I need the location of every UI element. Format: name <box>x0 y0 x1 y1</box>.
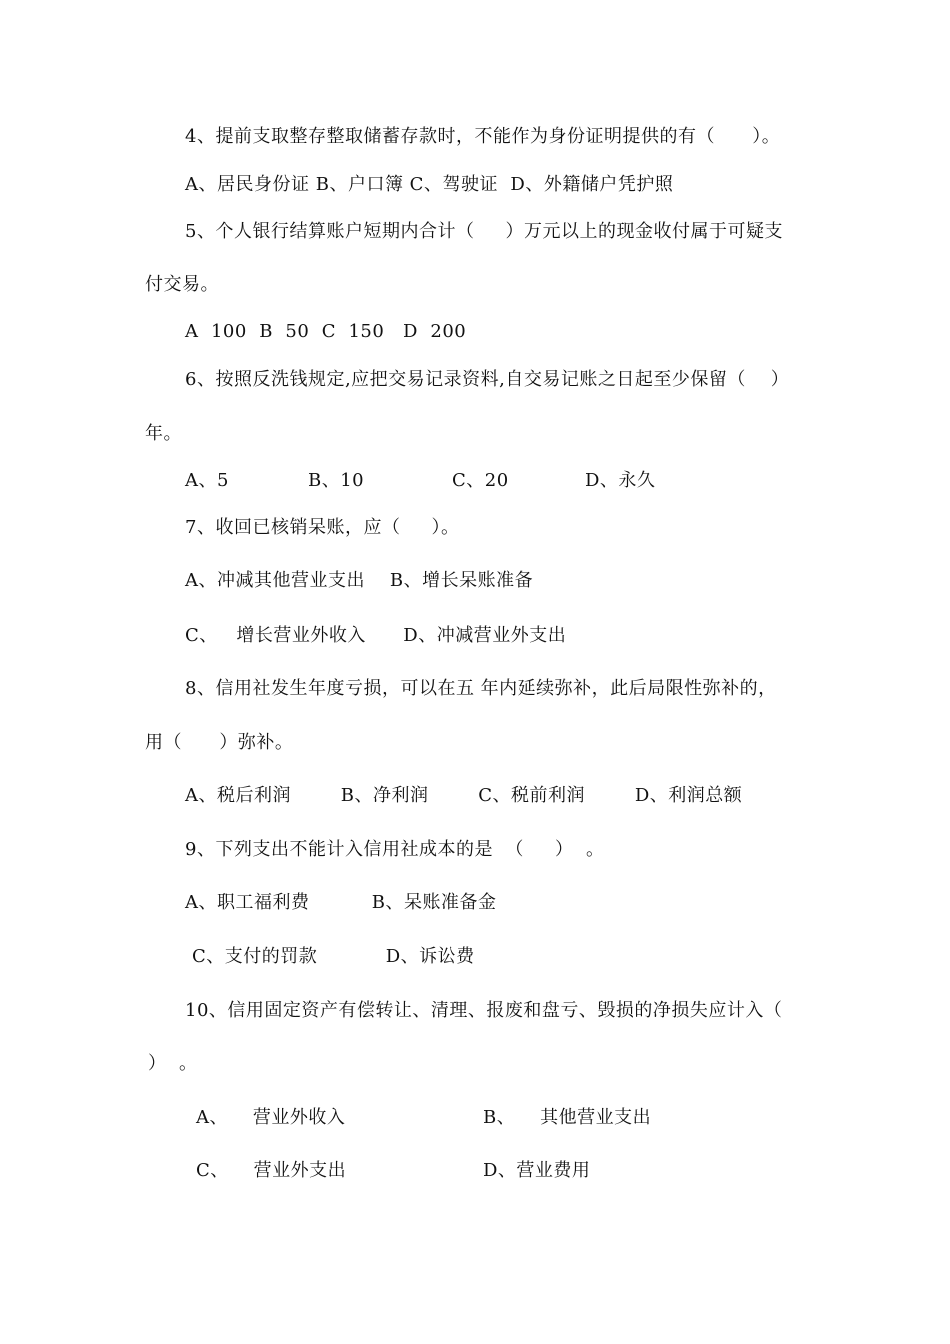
question-8-options: A、税后利润 B、净利润 C、税前利润 D、利润总额 <box>185 785 743 806</box>
question-7-options-cd: C、 增长营业外收入 D、冲减营业外支出 <box>185 625 567 646</box>
question-10-option-c: C、 营业外支出 <box>196 1160 347 1181</box>
question-4: 4、提前支取整存整取储蓄存款时，不能作为身份证明提供的有（ ）。 <box>185 126 781 147</box>
question-10: 10、信用固定资产有偿转让、清理、报废和盘亏、毁损的净损失应计入（ <box>185 1000 783 1021</box>
question-6: 6、按照反洗钱规定,应把交易记录资料,自交易记账之日起至少保留（ ） <box>185 369 790 390</box>
question-7-options-ab: A、冲减其他营业支出 B、增长呆账准备 <box>185 570 534 591</box>
question-10-option-b: B、 其他营业支出 <box>483 1107 652 1128</box>
question-10-continued: ） 。 <box>148 1053 198 1074</box>
question-6-option-b: B、10 <box>308 470 365 491</box>
question-9-options-ab: A、职工福利费 B、呆账准备金 <box>185 892 497 913</box>
question-9: 9、下列支出不能计入信用社成本的是 （ ） 。 <box>185 839 605 860</box>
question-9-options-cd: C、支付的罚款 D、诉讼费 <box>192 946 475 967</box>
question-8-continued: 用（ ）弥补。 <box>145 732 294 753</box>
question-8: 8、信用社发生年度亏损，可以在五 年内延续弥补，此后局限性弥补的， <box>185 678 777 699</box>
question-6-option-a: A、5 <box>185 470 229 491</box>
question-5-options: A 100 B 50 C 150 D 200 <box>185 321 467 342</box>
question-6-option-c: C、20 <box>452 470 509 491</box>
question-7: 7、收回已核销呆账，应（ ）。 <box>185 517 460 538</box>
question-5-continued: 付交易。 <box>145 274 219 295</box>
question-4-options: A、居民身份证 B、户口簿 C、驾驶证 D、外籍储户凭护照 <box>185 174 674 195</box>
question-10-option-d: D、营业费用 <box>483 1160 591 1181</box>
question-6-option-d: D、永久 <box>585 470 656 491</box>
question-6-continued: 年。 <box>145 423 182 444</box>
question-10-option-a: A、 营业外收入 <box>196 1107 346 1128</box>
question-5: 5、个人银行结算账户短期内合计（ ）万元以上的现金收付属于可疑支 <box>185 221 784 242</box>
